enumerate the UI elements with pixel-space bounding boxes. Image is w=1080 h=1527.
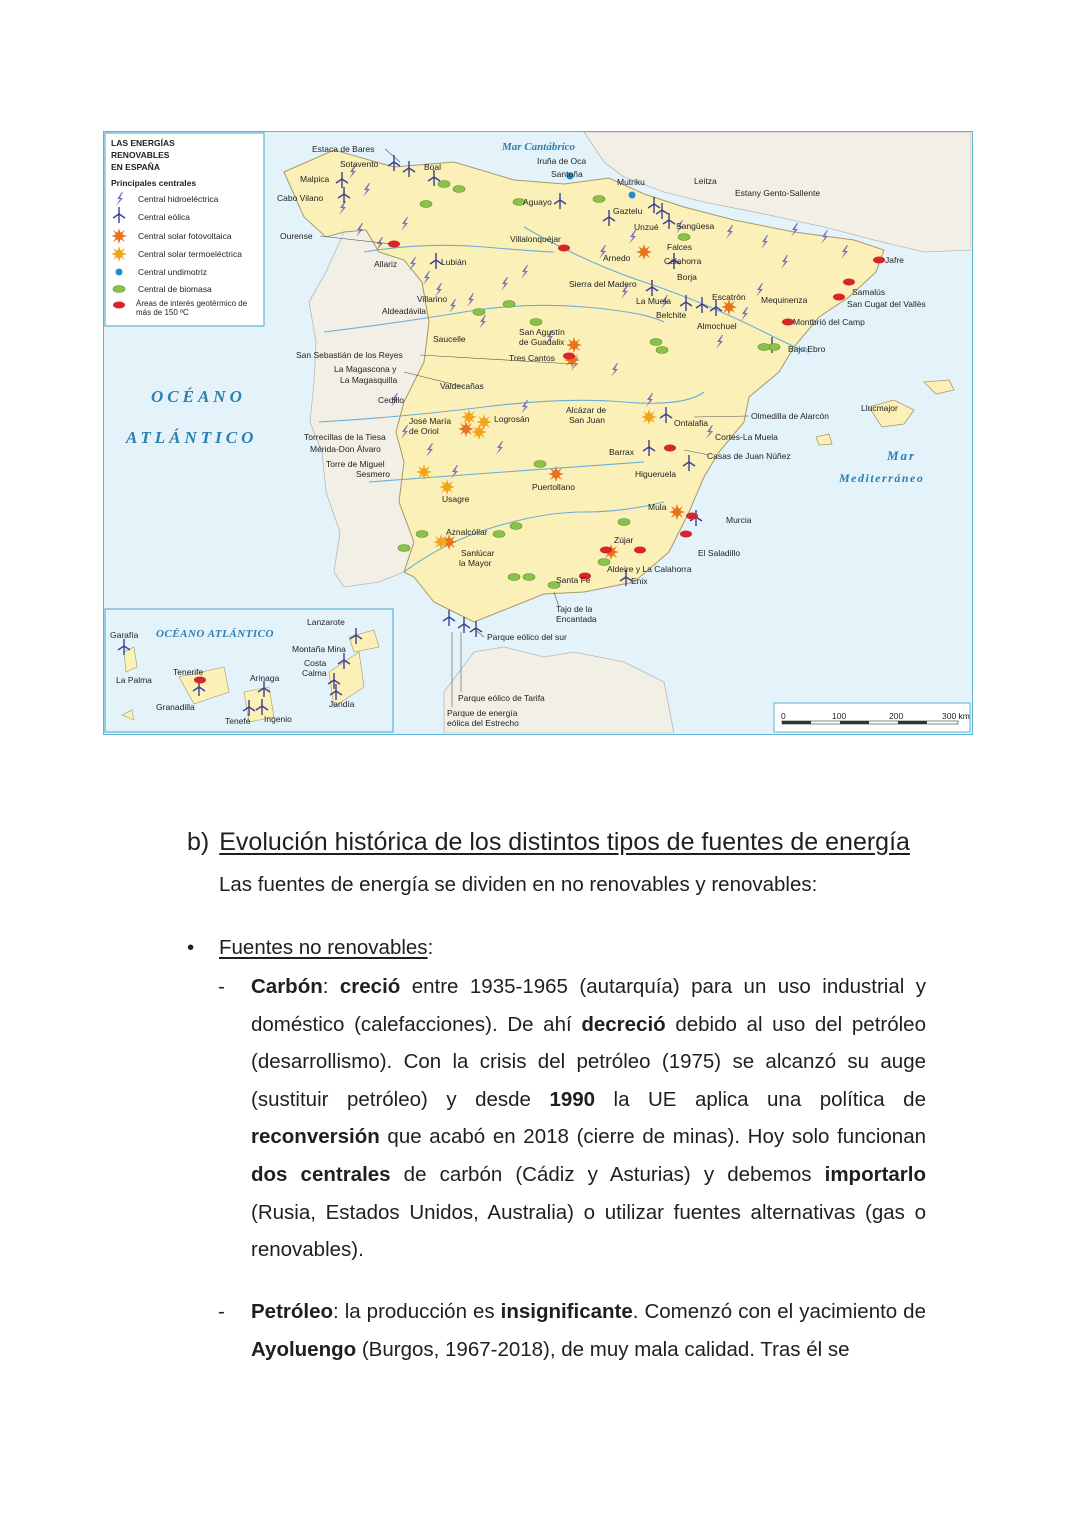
emphasis-text: decreció — [581, 1012, 666, 1036]
body-text: : la producción es — [333, 1300, 501, 1323]
label-allariz: Allariz — [374, 259, 398, 269]
item-dash: - — [218, 975, 225, 998]
item-dash: - — [218, 1300, 225, 1323]
label-sotavento: Sotavento — [340, 159, 379, 169]
label-lubian: Lubián — [441, 257, 467, 267]
legend-item-pv: Central solar fotovoltaica — [138, 231, 232, 241]
emphasis-text: insignificante — [500, 1300, 633, 1323]
label-escatron: Escatrón — [712, 292, 746, 302]
label-belchite: Belchite — [656, 310, 687, 320]
section-heading — [187, 828, 910, 857]
scale-bar — [774, 703, 970, 732]
label-cortes: Cortes-La Muela — [715, 432, 778, 442]
bullet-label: Fuentes no renovables — [219, 936, 428, 959]
legend-item-hydro: Central hidroeléctrica — [138, 194, 219, 204]
label-tenefe: Tenefe — [225, 716, 251, 726]
label-la-muela: La Muela — [636, 296, 671, 306]
label-saucelle: Saucelle — [433, 334, 466, 344]
renewable-energy-map — [103, 131, 973, 735]
legend-item-geothermal: Áreas de interés geotérmico de más de 150 ºC — [136, 299, 248, 317]
label-jose-maria-1: José María — [409, 416, 452, 426]
label-tres-cantos: Tres Cantos — [509, 353, 555, 363]
label-leitza: Leitza — [694, 176, 717, 186]
label-torre-miguel-2: Sesmero — [356, 469, 391, 479]
label-sanlucar-1: Sanlúcar — [461, 548, 495, 558]
canary-inset — [105, 609, 393, 732]
label-jose-maria-2: de Oriol — [409, 426, 439, 436]
label-jandia: Jandía — [329, 699, 355, 709]
body-text: debido al uso del petróleo (desarrollismo). Con la crisis del petróleo (1975) se alcanzó su auge (sustituir petróleo) y desde — [251, 1012, 926, 1111]
label-torrecillas: Torrecillas de la Tiesa — [304, 432, 386, 442]
emphasis-text: Carbón — [251, 975, 323, 998]
label-alcazar-1: Alcázar de — [566, 405, 607, 415]
label-san-agustin-2: de Guadalix — [519, 337, 565, 347]
label-costa-calma-1: Costa — [304, 658, 327, 668]
label-arinaga: Arinaga — [250, 673, 280, 683]
legend-item-biomass: Central de biomasa — [138, 284, 212, 294]
label-tajo-2: Encantada — [556, 614, 597, 624]
ocean-atlantic-1: OCÉANO — [151, 387, 246, 406]
label-parque-estrecho-1: Parque de energía — [447, 708, 518, 718]
scale-label-300: 300 km — [942, 711, 970, 721]
ellipse-icon — [113, 286, 125, 293]
label-calahorra: Calahorra — [664, 256, 702, 266]
legend-title-line-2: RENOVABLES — [111, 150, 170, 160]
label-bajo-ebro: Bajo Ebro — [788, 344, 826, 354]
map-legend — [105, 133, 264, 326]
label-mutriku: Mutriku — [617, 177, 645, 187]
label-samalus: Samalús — [852, 287, 886, 297]
item-petroleo — [218, 1293, 926, 1368]
label-garafia: Garafía — [110, 630, 139, 640]
label-jafre: Jafre — [885, 255, 904, 265]
label-villarino: Villarino — [417, 294, 448, 304]
emphasis-text: Petróleo — [251, 1300, 334, 1323]
label-cedillo: Cedillo — [378, 395, 404, 405]
item-carbon-text — [251, 968, 926, 1269]
emphasis-text: reconversión — [251, 1125, 380, 1149]
legend-title-line-3: EN ESPAÑA — [111, 162, 160, 172]
label-lanzarote: Lanzarote — [307, 617, 345, 627]
sea-cantabrico: Mar Cantábrico — [502, 141, 576, 153]
emphasis-text: dos centrales — [251, 1162, 391, 1186]
label-parque-estrecho-2: eólica del Estrecho — [447, 718, 519, 728]
emphasis-text: Ayoluengo — [251, 1337, 357, 1361]
label-aznalcollar: Aznalcóllar — [446, 527, 488, 537]
label-olmedilla: Olmedilla de Alarcón — [751, 411, 829, 421]
ellipse-icon — [113, 302, 125, 309]
label-costa-calma-2: Calma — [302, 668, 327, 678]
label-ontalafia: Ontalafia — [674, 418, 709, 428]
label-borja: Borja — [677, 272, 697, 282]
label-murcia: Murcia — [726, 515, 752, 525]
emphasis-text: 1990 — [549, 1087, 596, 1111]
label-boal: Boal — [424, 162, 442, 172]
label-villalonquejar: Villalonquéjar — [510, 234, 561, 244]
label-almochuel: Almochuel — [697, 321, 737, 331]
bullet-suffix: : — [427, 936, 434, 959]
label-ingenio: Ingenio — [264, 714, 292, 724]
label-santa-fe: Santa Fe — [556, 575, 591, 585]
body-text: : — [322, 975, 340, 998]
body-text: la UE aplica una política de — [595, 1087, 926, 1111]
legend-subtitle: Principales centrales — [111, 178, 197, 188]
ocean-atlantic-2: ATLÁNTICO — [126, 428, 258, 447]
label-ourense: Ourense — [280, 231, 313, 241]
bullet-nonrenewable — [187, 936, 433, 960]
sea-med-2: Mediterráneo — [839, 471, 925, 485]
section-intro: Las fuentes de energía se dividen en no renovables y renovables: — [219, 873, 818, 896]
label-sanguesa: Sangüesa — [676, 221, 715, 231]
label-san-cugat: San Cugat del Vallès — [847, 299, 926, 309]
label-magasquilla: La Magasquilla — [340, 375, 398, 385]
label-parque-sur: Parque eólico del sur — [487, 632, 567, 642]
label-aldeire: Aldeire y La Calahorra — [607, 564, 692, 574]
legend-title-line-1: LAS ENERGÍAS — [111, 138, 175, 148]
sun-burst-icon — [111, 228, 127, 244]
label-estaca-de-bares: Estaca de Bares — [312, 144, 375, 154]
emphasis-text: importarlo — [824, 1162, 926, 1186]
label-mula: Mula — [648, 502, 667, 512]
label-falces: Falces — [667, 242, 693, 252]
label-llucmajor: Llucmajor — [861, 403, 898, 413]
body-text: . Comenzó con el yacimiento de — [632, 1300, 926, 1323]
label-tenerife: Tenerife — [173, 667, 204, 677]
label-sanlucar-2: la Mayor — [459, 558, 492, 568]
label-zujar: Zújar — [614, 535, 634, 545]
label-aguayo: Aguayo — [523, 197, 552, 207]
bullet-dot-icon: • — [187, 936, 195, 959]
label-el-saladillo: El Saladillo — [698, 548, 741, 558]
label-montana-mina: Montaña Mina — [292, 644, 346, 654]
label-granadilla: Granadilla — [156, 702, 195, 712]
legend-item-geothermal-wrap — [136, 299, 262, 325]
body-text: entre 1935-1965 (autarquía) para un uso industrial y doméstico (calefacciones). De ahí — [251, 975, 926, 1036]
label-usagre: Usagre — [442, 494, 470, 504]
label-iruna: Iruña de Oca — [537, 156, 587, 166]
label-estany: Estany Gento-Sallente — [735, 188, 821, 198]
label-santona: Santoña — [551, 169, 583, 179]
label-san-agustin-1: San Agustín — [519, 327, 565, 337]
label-malpica: Malpica — [300, 174, 330, 184]
label-torre-miguel-1: Torre de Miguel — [326, 459, 385, 469]
label-puertollano: Puertollano — [532, 482, 576, 492]
map-canvas — [104, 132, 971, 733]
section-letter: b) — [187, 828, 210, 856]
label-mequinenza: Mequinenza — [761, 295, 808, 305]
legend-item-thermo: Central solar termoeléctrica — [138, 249, 242, 259]
label-san-sebastian: San Sebastián de los Reyes — [296, 350, 403, 360]
body-text: (Burgos, 1967-2018), de muy mala calidad. Tras él se — [356, 1337, 850, 1361]
label-merida: Mérida-Don Álvaro — [310, 444, 381, 454]
label-unzue: Unzué — [634, 222, 659, 232]
label-montbrio: Montbrió del Camp — [793, 317, 865, 327]
label-valdecanas: Valdecañas — [440, 381, 484, 391]
label-arnedo: Arnedo — [603, 253, 631, 263]
label-sierra-madero: Sierra del Madero — [569, 279, 637, 289]
label-enix: Enix — [631, 576, 648, 586]
label-gaztelu: Gaztelu — [613, 206, 643, 216]
dot-icon — [116, 269, 123, 276]
body-text: (Rusia, Estados Unidos, Australia) o utilizar fuentes alternativas (gas o renovables). — [251, 1200, 926, 1262]
canary-ocean-label: OCÉANO ATLÁNTICO — [156, 628, 274, 640]
body-text: de carbón (Cádiz y Asturias) y debemos — [390, 1162, 825, 1186]
legend-item-wave: Central undimotriz — [138, 267, 207, 277]
scale-label-0: 0 — [781, 711, 786, 721]
label-barrax: Barrax — [609, 447, 635, 457]
label-alcazar-2: San Juan — [569, 415, 605, 425]
item-petroleo-text — [251, 1293, 926, 1368]
label-magascona: La Magascona y — [334, 364, 397, 374]
legend-item-wind: Central eólica — [138, 212, 190, 222]
label-logrosan: Logrosán — [494, 414, 530, 424]
label-aldeadavila: Aldeadávila — [382, 306, 426, 316]
label-tajo-1: Tajo de la — [556, 604, 593, 614]
scale-label-100: 100 — [832, 711, 847, 721]
emphasis-text: creció — [339, 975, 401, 998]
item-carbon — [218, 968, 926, 1269]
label-higueruela: Higueruela — [635, 469, 677, 479]
label-parque-tarifa: Parque eólico de Tarifa — [458, 693, 545, 703]
label-cabo-vilano: Cabo Vilano — [277, 193, 324, 203]
sea-med-1: Mar — [887, 448, 917, 463]
sun-burst-icon — [111, 246, 127, 262]
scale-label-200: 200 — [889, 711, 904, 721]
label-la-palma: La Palma — [116, 675, 152, 685]
section-title: Evolución histórica de los distintos tipos de fuentes de energía — [219, 828, 910, 856]
label-casas-juan-nunez: Casas de Juan Núñez — [707, 451, 791, 461]
body-text: que acabó en 2018 (cierre de minas). Hoy solo funcionan — [379, 1125, 926, 1149]
